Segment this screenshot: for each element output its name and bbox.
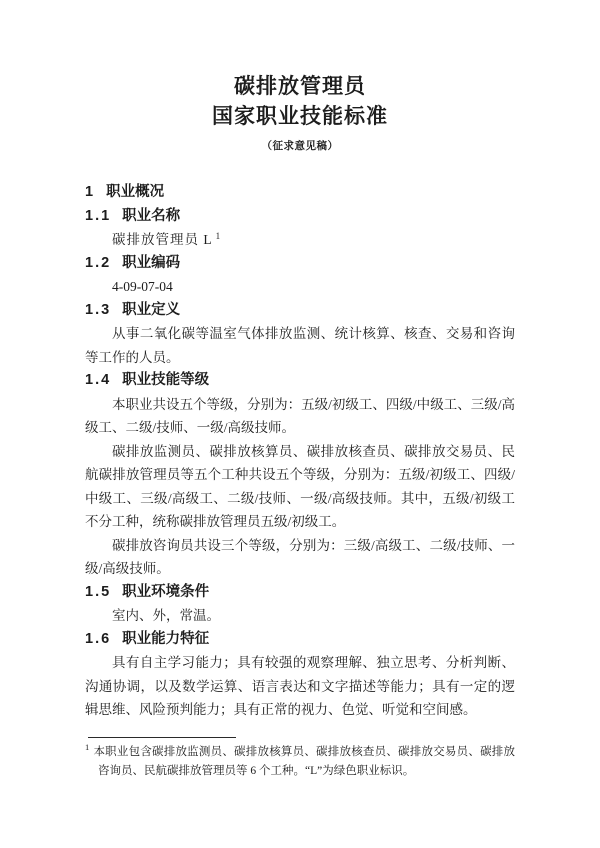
chapter-number: 1: [85, 184, 96, 200]
occupation-code-paragraph: 4-09-07-04: [112, 279, 173, 294]
skill-level-paragraph-3: 碳排放咨询员共设三个等级，分别为：三级/高级工、二级/技师、一级/高级技师。: [85, 537, 515, 576]
section-heading-1-6: [85, 628, 515, 652]
section-title: 职业定义: [122, 301, 181, 318]
document-body: [85, 181, 515, 722]
section-title: 职业环境条件: [122, 583, 210, 600]
section-heading-1-2: [85, 252, 515, 276]
section-title: 职业名称: [122, 207, 181, 224]
section-number: 1.6: [85, 630, 112, 647]
section-title: 职业编码: [122, 254, 181, 271]
chapter-title: 职业概况: [106, 184, 165, 200]
section-number: 1.5: [85, 583, 112, 600]
section-number: 1.3: [85, 301, 112, 318]
skill-level-paragraph-1: 本职业共设五个等级，分别为：五级/初级工、四级/中级工、三级/高级工、二级/技师、一级/高级技师。: [85, 396, 515, 435]
skill-level-paragraph-2: 碳排放监测员、碳排放核算员、碳排放核查员、碳排放交易员、民航碳排放管理员等五个工种共设五个等级，分别为：五级/初级工、四级/中级工、三级/高级工、二级/技师、一级/高级技师。其中，五级/初级工不分工种，统称碳排放管理员五级/初级工。: [85, 443, 515, 529]
section-heading-1-5: [85, 581, 515, 605]
environment-paragraph: 室内、外，常温。: [112, 608, 220, 623]
document-title-line1: 碳排放管理员: [234, 75, 366, 98]
section-heading-1-4: [85, 369, 515, 393]
footnote-text: 本职业包含碳排放监测员、碳排放核算员、碳排放核查员、碳排放交易员、碳排放咨询员、民航碳排放管理员等 6 个工种。“L”为绿色职业标识。: [93, 746, 515, 777]
section-heading-1-3: [85, 299, 515, 323]
section-title: 职业技能等级: [122, 372, 210, 388]
footnote: [85, 743, 515, 780]
footnote-area: [85, 737, 515, 780]
section-title: 职业能力特征: [122, 630, 210, 647]
footnote-marker: 1: [85, 742, 90, 753]
title-block: [85, 72, 515, 155]
section-number: 1.4: [85, 372, 112, 388]
chapter-heading: [85, 181, 515, 205]
occupation-definition-paragraph: 从事二氧化碳等温室气体排放监测、统计核算、核查、交易和咨询等工作的人员。: [85, 326, 515, 365]
section-heading-1-1: [85, 205, 515, 229]
document-title-line2: 国家职业技能标准: [212, 105, 388, 128]
section-number: 1.1: [85, 207, 112, 224]
document-subtitle: （征求意见稿）: [261, 141, 339, 152]
occupation-name: 碳排放管理员 L: [112, 232, 213, 247]
occupation-name-paragraph: [85, 228, 515, 252]
footnote-separator: [88, 737, 236, 738]
ability-paragraph: 具有自主学习能力；具有较强的观察理解、独立思考、分析判断、沟通协调，以及数学运算、语言表达和文字描述等能力；具有一定的逻辑思维、风险预判能力；具有正常的视力、色觉、听觉和空间感。: [85, 655, 515, 717]
footnote-reference-mark: 1: [215, 230, 222, 241]
section-number: 1.2: [85, 254, 112, 271]
